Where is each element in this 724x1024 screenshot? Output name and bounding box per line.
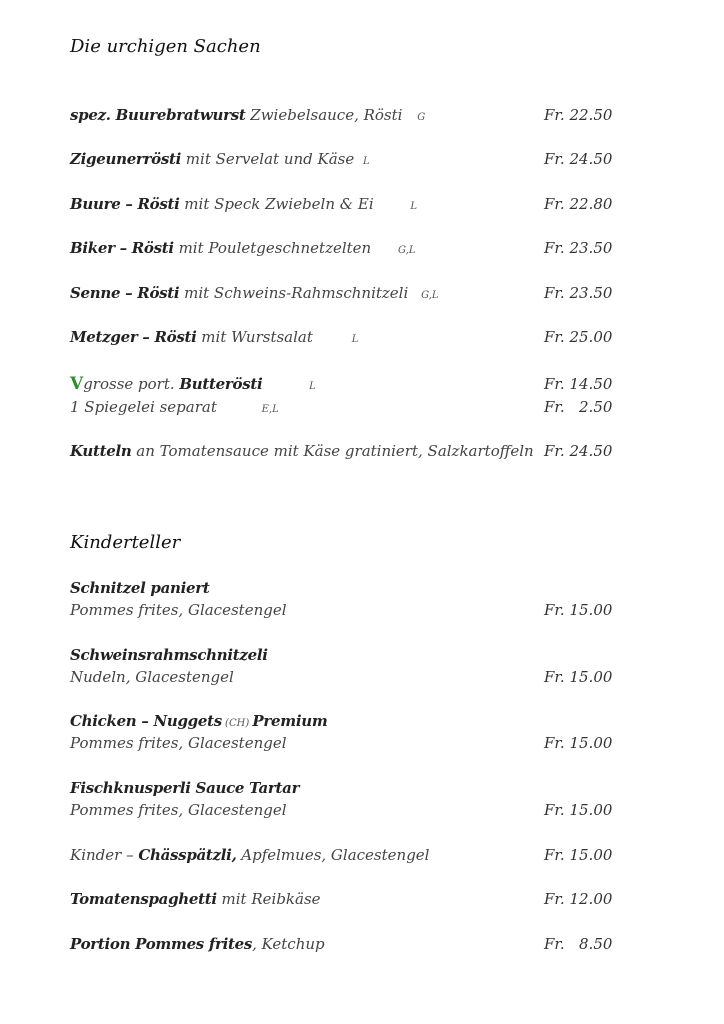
item-price: Fr. 23.50 [544,239,613,257]
item-desc: mit Wurstsalat [196,328,313,346]
item-price: Fr. 23.50 [544,284,613,302]
item-sides: Pommes frites, Glacestengel [70,734,287,752]
item-allergen: G,L [421,290,439,301]
item-desc: Zwiebelsauce, Rösti [245,106,403,124]
item-sides: Nudeln, Glacestengel [70,668,234,686]
item-price: Fr. 12.00 [544,890,613,908]
item-name: Tomatenspaghetti [70,890,217,908]
menu-item [70,104,630,126]
section-title-kinderteller: Kinderteller [70,532,181,553]
item-name: Chässpätzli, [138,846,237,864]
item-allergen: E,L [261,404,279,415]
item-price: Fr. 14.50 [544,375,613,393]
item-price: Fr. 24.50 [544,150,613,168]
item-price: Fr. 2.50 [544,398,613,416]
section-title-urchig: Die urchigen Sachen [70,36,261,57]
item-sides: Pommes frites, Glacestengel [70,801,287,819]
item-allergen: L [351,334,359,345]
item-price: Fr. 25.00 [544,328,613,346]
item-name: Fischknusperli Sauce Tartar [70,779,300,797]
menu-item-sides [70,599,630,621]
item-price: Fr. 15.00 [544,846,613,864]
item-price: Fr. 22.50 [544,106,613,124]
item-allergen: G,L [398,245,416,256]
item-name: Schweinsrahmschnitzeli [70,646,268,664]
menu-item [70,193,630,215]
menu-item-kutteln [70,440,630,462]
item-allergen: L [410,201,418,212]
item-desc: mit Servelat und Käse [181,150,355,168]
menu-item-sides [70,732,630,754]
item-name: Butterösti [179,375,263,393]
item-allergen: L [363,156,370,167]
menu-item-spiegelei [70,396,630,418]
menu-item [70,933,630,955]
item-name: Kutteln [70,442,132,460]
item-name: Buure – Rösti [70,195,180,213]
item-price: Fr. 15.00 [544,601,613,619]
menu-item [70,844,630,866]
item-name: Schnitzel paniert [70,579,210,597]
menu-item-butteroesti [70,373,630,395]
item-allergen: L [309,381,316,392]
item-price: Fr. 15.00 [544,668,613,686]
item-prefix: Kinder – [70,846,139,864]
item-price: Fr. 15.00 [544,734,613,752]
item-desc: mit Reibkäse [216,890,321,908]
item-allergen: G [417,112,426,123]
menu-item-sides [70,666,630,688]
menu-item-name-line [70,710,630,732]
menu-item [70,326,630,348]
item-desc: mit Schweins-Rahmschnitzeli [179,284,409,302]
menu-item [70,282,630,304]
item-sides: Pommes frites, Glacestengel [70,601,287,619]
item-name-suffix: Premium [252,712,328,730]
item-name: Portion Pommes frites [70,935,253,953]
item-name: spez. Buurebratwurst [70,106,246,124]
item-desc: an Tomatensauce mit Käse gratiniert, Salzkartoffeln [131,442,534,460]
vegetarian-icon: V [70,374,84,394]
item-name: Biker – Rösti [70,239,174,257]
item-name: Senne – Rösti [70,284,180,302]
item-desc: mit Speck Zwiebeln & Ei [179,195,374,213]
menu-item [70,148,630,170]
menu-item-sides [70,799,630,821]
item-price: Fr. 22.80 [544,195,613,213]
item-name: Zigeunerrösti [70,150,182,168]
menu-item-name-line [70,577,630,599]
item-price: Fr. 15.00 [544,801,613,819]
menu-item [70,237,630,259]
item-desc: mit Pouletgeschnetzelten [173,239,372,257]
item-price: Fr. 8.50 [544,935,613,953]
item-name: Metzger – Rösti [70,328,197,346]
item-desc: 1 Spiegelei separat [70,398,217,416]
item-price: Fr. 24.50 [544,442,613,460]
item-origin: (CH) [221,718,253,729]
item-prefix: grosse port. [83,375,180,393]
menu-item-name-line [70,644,630,666]
item-name: Chicken – Nuggets [70,712,222,730]
item-desc: Apfelmues, Glacestengel [236,846,430,864]
item-desc: , Ketchup [252,935,325,953]
menu-item [70,888,630,910]
menu-item-name-line [70,777,630,799]
